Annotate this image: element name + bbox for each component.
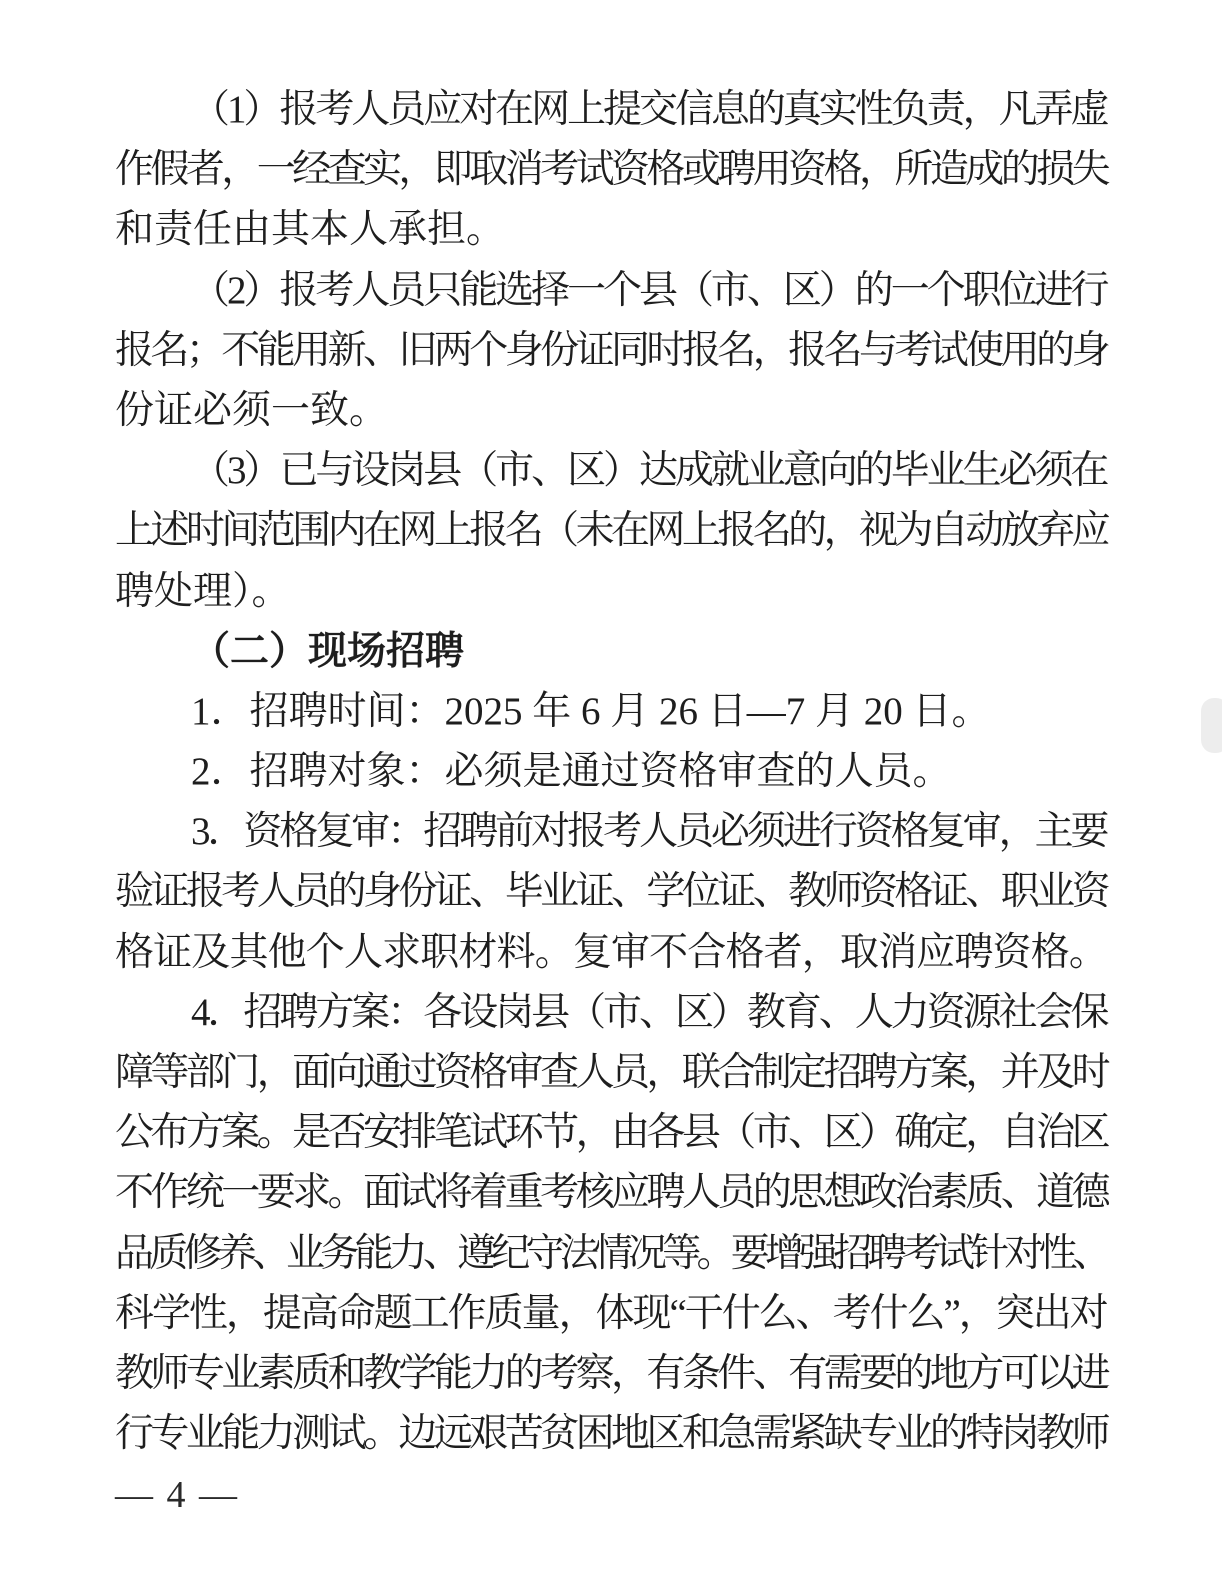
text-run: 品质修养、业务能力、遵纪守法情况等。要增强招聘考试针对性、 bbox=[115, 1231, 1108, 1275]
text-run: 2．招聘对象：必须是通过资格审查的人员。 bbox=[191, 750, 952, 794]
text-run: 和责任由其本人承担。 bbox=[115, 208, 506, 252]
text-run: （3）已与设岗县（市、区）达成就业意向的毕业生必须在 bbox=[191, 449, 1107, 493]
para-online-2-line-2 bbox=[115, 321, 1107, 381]
document-body bbox=[115, 80, 1107, 1464]
para-online-3-line-3 bbox=[115, 562, 1107, 622]
text-run: 障等部门，面向通过资格审查人员，联合制定招聘方案，并及时 bbox=[115, 1051, 1108, 1094]
text-run: （1）报考人员应对在网上提交信息的真实性负责，凡弄虚 bbox=[191, 88, 1107, 131]
text-run: 验证报考人员的身份证、毕业证、学位证、教师资格证、职业资 bbox=[115, 870, 1108, 914]
text-run: 不作统一要求。面试将着重考核应聘人员的思想政治素质、道德 bbox=[115, 1171, 1108, 1215]
item-recruit-plan-line-3 bbox=[115, 1103, 1107, 1163]
para-online-1-line-3 bbox=[115, 200, 1107, 260]
para-online-2-line-3 bbox=[115, 381, 1107, 441]
item-recruit-plan-line-8 bbox=[115, 1404, 1107, 1464]
text-run: 份证必须一致。 bbox=[115, 388, 389, 432]
item-qualification-review-line-2 bbox=[115, 862, 1107, 922]
item-recruit-plan-line-6 bbox=[115, 1284, 1107, 1344]
text-run: 3．资格复审：招聘前对报考人员必须进行资格复审，主要 bbox=[191, 810, 1107, 854]
heading-onsite-recruitment-line-1 bbox=[115, 622, 1107, 682]
text-run: 作假者，一经查实，即取消考试资格或聘用资格，所造成的损失 bbox=[115, 148, 1108, 192]
item-recruit-target-line-1 bbox=[115, 742, 1107, 802]
text-run: 4．招聘方案：各设岗县（市、区）教育、人力资源社会保 bbox=[191, 990, 1107, 1034]
text-run: 聘处理）。 bbox=[115, 569, 291, 613]
item-qualification-review-line-1 bbox=[115, 802, 1107, 862]
para-online-1-line-1 bbox=[115, 80, 1107, 140]
page-number: — 4 — bbox=[115, 1474, 239, 1516]
item-recruit-plan-line-1 bbox=[115, 983, 1107, 1043]
text-run: 公布方案。是否安排笔试环节，由各县（市、区）确定，自治区 bbox=[115, 1111, 1108, 1155]
text-run: 1．招聘时间：2025 年 6 月 26 日—7 月 20 日。 bbox=[191, 689, 991, 733]
text-run: （二）现场招聘 bbox=[191, 629, 465, 673]
item-recruit-plan-line-4 bbox=[115, 1163, 1107, 1223]
item-recruit-plan-line-2 bbox=[115, 1043, 1107, 1103]
para-online-3-line-2 bbox=[115, 501, 1107, 561]
para-online-2-line-1 bbox=[115, 261, 1107, 321]
text-run: 行专业能力测试。边远艰苦贫困地区和急需紧缺专业的特岗教师 bbox=[115, 1412, 1108, 1456]
text-run: 格证及其他个人求职材料。复审不合格者，取消应聘资格。 bbox=[115, 930, 1108, 974]
text-run: 教师专业素质和教学能力的考察，有条件、有需要的地方可以进 bbox=[115, 1351, 1108, 1395]
text-run: 报名；不能用新、旧两个身份证同时报名，报名与考试使用的身 bbox=[115, 328, 1108, 372]
item-recruit-time-line-1 bbox=[115, 682, 1107, 742]
text-run: 上述时间范围内在网上报名（未在网上报名的，视为自动放弃应 bbox=[115, 509, 1108, 553]
item-recruit-plan-line-5 bbox=[115, 1224, 1107, 1284]
para-online-3-line-1 bbox=[115, 441, 1107, 501]
scrollbar-thumb[interactable] bbox=[1201, 698, 1222, 753]
para-online-1-line-2 bbox=[115, 140, 1107, 200]
text-run: 科学性，提高命题工作质量，体现“干什么、考什么”，突出对 bbox=[115, 1291, 1107, 1335]
item-qualification-review-line-3 bbox=[115, 923, 1107, 983]
text-run: （2）报考人员只能选择一个县（市、区）的一个职位进行 bbox=[191, 268, 1107, 312]
item-recruit-plan-line-7 bbox=[115, 1344, 1107, 1404]
